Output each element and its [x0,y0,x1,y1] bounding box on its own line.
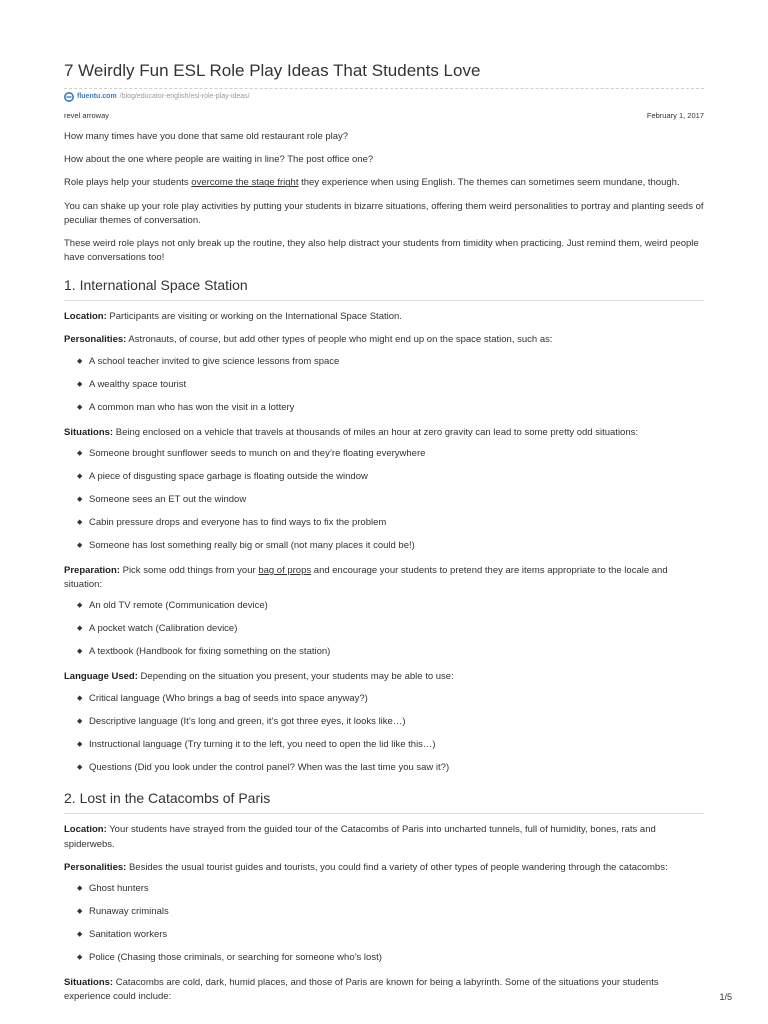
bullet-icon: ◆ [77,763,83,771]
list-item-text: A school teacher invited to give science lessons from space [89,355,340,367]
publish-date: February 1, 2017 [646,110,704,120]
bullet-icon: ◆ [77,625,83,633]
bag-of-props-link[interactable]: bag of props [258,564,312,576]
article-title: 7 Weirdly Fun ESL Role Play Ideas That Students Love [64,60,704,89]
bullet-list [64,353,704,417]
list-item-text: Police (Chasing those criminals, or searching for someone who’s lost) [89,952,382,964]
bullet-list [64,690,704,777]
bullet-icon: ◆ [77,403,83,411]
list-item [77,926,704,944]
list-item-text: A piece of disgusting space garbage is floating outside the window [89,470,368,482]
list-item-text: Someone sees an ET out the window [89,493,247,505]
label: Situations: [64,977,114,989]
text-span: Pick some odd things from your [119,564,259,576]
personalities-paragraph [64,861,704,875]
list-item [77,759,704,777]
list-item [77,620,704,638]
list-item-text: Cabin pressure drops and everyone has to find ways to fix the problem [89,516,387,528]
list-item-text: A common man who has won the visit in a lottery [89,401,295,413]
label: Situations: [64,426,114,438]
stage-fright-link[interactable]: overcome the stage fright [191,177,299,189]
location-paragraph [64,310,704,324]
list-item-text: Runaway criminals [89,906,169,918]
section-heading: 2. Lost in the Catacombs of Paris [64,789,704,815]
list-item-text: Sanitation workers [89,929,168,941]
text-span: Depending on the situation you present, your students may be able to use: [137,671,454,683]
page-number: 1/5 [719,991,732,1002]
bullet-icon: ◆ [77,357,83,365]
bullet-icon: ◆ [77,602,83,610]
text-span: and encourage your students to pretend they are items appropriate to the locale and situation: [64,564,668,591]
bullet-list [64,880,704,967]
source-path[interactable]: /blog/educator-english/esl-role-play-ideas/ [119,93,250,101]
list-item [77,537,704,555]
list-item-text: Questions (Did you look under the control panel? When was the last time you saw it?) [89,761,450,773]
list-item [77,690,704,708]
list-item [77,445,704,463]
label: Location: [64,824,107,836]
list-item [77,880,704,898]
situations-paragraph [64,426,704,440]
bullet-icon: ◆ [77,541,83,549]
list-item [77,514,704,532]
list-item [77,643,704,661]
intro-paragraph: How about the one where people are waiting in line? The post office one? [64,154,374,166]
bullet-list [64,445,704,555]
article [64,60,704,1005]
list-item-text: An old TV remote (Communication device) [89,600,268,612]
list-item [77,468,704,486]
intro-paragraph [64,176,704,190]
text-span: Astronauts, of course, but add other types of people who might end up on the space station, such as: [126,334,553,346]
list-item [77,399,704,417]
list-item-text: A pocket watch (Calibration device) [89,623,238,635]
bullet-icon: ◆ [77,472,83,480]
list-item [77,376,704,394]
bullet-icon: ◆ [77,694,83,702]
source-host[interactable]: fluentu.com [77,93,117,101]
intro-paragraph: These weird role plays not only break up the routine, they also help distract your students from timidity when practicing. Just remind them, weird people have conversations too! [64,238,699,264]
list-item [77,353,704,371]
location-paragraph [64,823,704,852]
article-meta [64,110,704,121]
list-item-text: A wealthy space tourist [89,378,187,390]
section-heading: 1. International Space Station [64,276,704,302]
bullet-icon: ◆ [77,495,83,503]
text-span: Participants are visiting or working on the International Space Station. [106,311,402,323]
bullet-icon: ◆ [77,380,83,388]
intro-paragraph: How many times have you done that same old restaurant role play? [64,130,349,142]
text-span: Being enclosed on a vehicle that travels at thousands of miles an hour at zero gravity can lead to some pretty odd situations: [113,426,639,438]
text-span: they experience when using English. The themes can sometimes seem mundane, though. [298,177,680,189]
list-item-text: Critical language (Who brings a bag of seeds into space anyway?) [89,692,368,704]
bullet-icon: ◆ [77,717,83,725]
bullet-icon: ◆ [77,740,83,748]
label: Location: [64,311,107,323]
author: revel arroway [64,110,110,120]
list-item-text: Ghost hunters [89,883,149,895]
label: Personalities: [64,334,127,346]
list-item-text: A textbook (Handbook for fixing something on the station) [89,646,331,658]
label: Preparation: [64,564,120,576]
list-item-text: Instructional language (Try turning it to the left, you need to open the lid like this…) [89,738,436,750]
site-logo-icon [64,92,74,102]
list-item-text: Descriptive language (It’s long and green, it’s got three eyes, it looks like…) [89,715,406,727]
bullet-icon: ◆ [77,954,83,962]
bullet-icon: ◆ [77,648,83,656]
list-item [77,491,704,509]
bullet-icon: ◆ [77,449,83,457]
text-span: Besides the usual tourist guides and tourists, you could find a variety of other types of people wandering through the catacombs: [126,861,668,873]
bullet-icon: ◆ [77,931,83,939]
list-item [77,597,704,615]
list-item-text: Someone brought sunflower seeds to munch on and they’re floating everywhere [89,447,426,459]
preparation-paragraph [64,564,704,593]
text-span: Your students have strayed from the guided tour of the Catacombs of Paris into uncharted tunnels, full of humidity, bones, rats and spiderwebs. [64,824,656,850]
label: Language Used: [64,671,138,683]
list-item [77,736,704,754]
source-url[interactable] [64,92,704,103]
personalities-paragraph [64,333,704,347]
label: Personalities: [64,861,127,873]
text-span: Catacombs are cold, dark, humid places, and those of Paris are known for being a labyrinth. Some of the situations your students experience could include: [64,977,659,1003]
intro-paragraph: You can shake up your role play activities by putting your students in bizarre situations, offering them weird personalities to portray and planting seeds of peculiar themes of conversation. [64,200,704,226]
situations-paragraph [64,976,704,1005]
bullet-icon: ◆ [77,908,83,916]
language-paragraph [64,670,704,684]
bullet-list [64,597,704,661]
list-item [77,713,704,731]
list-item [77,903,704,921]
list-item [77,949,704,967]
bullet-icon: ◆ [77,885,83,893]
list-item-text: Someone has lost something really big or small (not many places it could be!) [89,539,415,551]
text-span: Role plays help your students [64,177,192,189]
bullet-icon: ◆ [77,518,83,526]
